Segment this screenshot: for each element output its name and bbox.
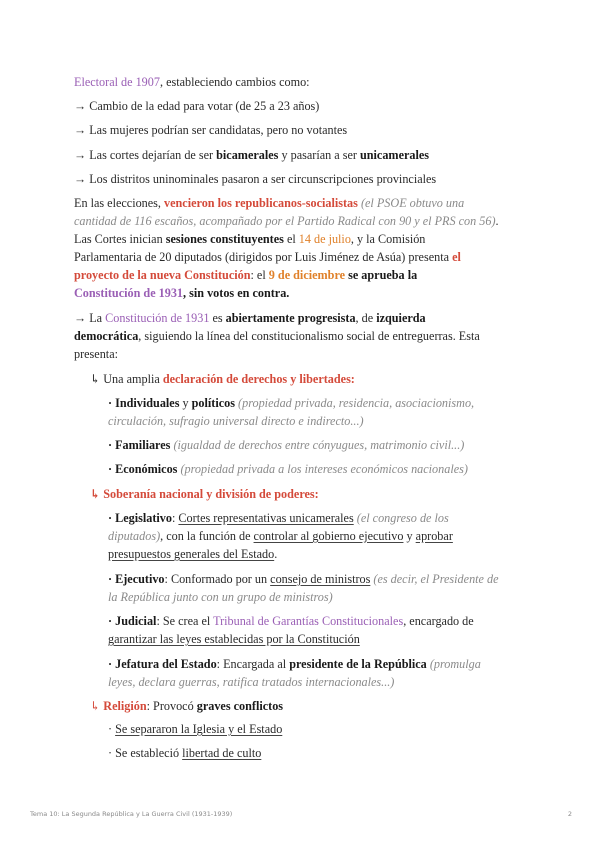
- bold-text: democrática: [74, 329, 139, 343]
- note-text: leyes, declara guerras, ratifica tratados internacionales...): [108, 675, 395, 689]
- change-item: → Los distritos uninominales pasaron a ser circunscripciones provinciales: [74, 172, 437, 186]
- underlined-text: controlar al gobierno ejecutivo: [253, 529, 404, 543]
- bold-text: graves conflictos: [196, 699, 284, 713]
- religion-item-2: [108, 745, 261, 761]
- text: · Se estableció: [108, 746, 183, 760]
- underlined-text: Se separaron la Iglesia y el Estado: [115, 722, 283, 736]
- text: : Provocó: [146, 699, 197, 713]
- head-of-state-line-2: [108, 674, 394, 690]
- text: → La: [74, 311, 106, 325]
- date-text: 9 de diciembre: [268, 268, 346, 282]
- rights-economic: [108, 461, 468, 477]
- elections-line-5: [74, 267, 417, 283]
- page-footer: [30, 810, 572, 818]
- text: , y la Comisión: [350, 232, 426, 246]
- text: : Encargada al: [216, 657, 290, 671]
- change-item: → Cambio de la edad para votar (de 25 a 23 años): [74, 99, 320, 113]
- text: : el: [250, 268, 269, 282]
- text: .: [495, 214, 499, 228]
- constitution-link[interactable]: Constitución de 1931: [105, 311, 210, 325]
- religion-item-1: [108, 721, 282, 737]
- highlight-text: el: [452, 250, 461, 264]
- bold-text: sesiones constituyentes: [165, 232, 284, 246]
- text: En las elecciones,: [74, 196, 165, 210]
- legislative-line-2: [108, 528, 453, 544]
- note-text: circulación, sufragio universal directo e indirecto...): [108, 414, 364, 428]
- page-number: 2: [567, 810, 572, 818]
- text: :: [171, 511, 179, 525]
- legislative-line-1: [108, 510, 449, 526]
- bold-text: , sin votos en contra.: [183, 286, 290, 300]
- elections-line-6: [74, 285, 289, 301]
- text: ↳ Una amplia: [90, 372, 163, 386]
- religion-heading: [90, 698, 283, 714]
- text: Las Cortes inician: [74, 232, 166, 246]
- rights-heading: [90, 371, 355, 387]
- text: ·: [108, 722, 116, 736]
- bold-text: · Judicial: [108, 614, 157, 628]
- change-item: [74, 147, 429, 163]
- intro-line: [74, 74, 310, 90]
- highlight-text: proyecto de la nueva Constitución: [74, 268, 251, 282]
- text: y: [179, 396, 192, 410]
- highlight-text: vencieron los republicanos-socialistas: [164, 196, 358, 210]
- bold-text: · Familiares: [108, 438, 171, 452]
- sovereignty-heading: [90, 486, 319, 502]
- executive-line-1: [108, 571, 499, 587]
- section-title: ↳ Soberanía nacional y división de poderes:: [90, 487, 319, 501]
- text: Parlamentaria de 20 diputados (dirigidos por Luis Jiménez de Asúa) presenta: [74, 250, 453, 264]
- executive-line-2: [108, 589, 333, 605]
- bold-text: · Legislativo: [108, 511, 172, 525]
- judicial-line-2: [108, 631, 360, 647]
- change-item: → Las mujeres podrían ser candidatas, pero no votantes: [74, 123, 348, 137]
- text: : Conformado por un: [164, 572, 271, 586]
- bold-text: bicamerales: [216, 148, 279, 162]
- elections-line-4: [74, 249, 461, 265]
- text: ↳: [90, 699, 104, 713]
- bold-text: · Ejecutivo: [108, 572, 165, 586]
- text: .: [274, 547, 278, 561]
- note-text: (propiedad privada a los intereses económicos nacionales): [177, 462, 468, 476]
- underlined-text: Cortes representativas unicamerales: [178, 511, 354, 525]
- bold-text: presidente de la República: [289, 657, 427, 671]
- section-title: declaración de derechos y libertades:: [162, 372, 355, 386]
- note-text: cantidad de 116 escaños, acompañado por el Partido Radical con 90 y el PRS con 56): [74, 214, 496, 228]
- note-text: (es decir, el Presidente de: [370, 572, 499, 586]
- note-text: (el PSOE obtuvo una: [357, 196, 465, 210]
- bold-text: unicamerales: [359, 148, 430, 162]
- bold-text: abiertamente progresista: [225, 311, 356, 325]
- constitution-line-1: [74, 310, 426, 326]
- footer-title: Tema 10: La Segunda República y La Guerra Civil (1931-1939): [30, 810, 233, 818]
- elections-line-3: [74, 231, 425, 247]
- elections-line-1: [74, 195, 464, 211]
- note-text: (promulga: [426, 657, 481, 671]
- note-text: (propiedad privada, residencia, asociacionismo,: [235, 396, 475, 410]
- underlined-text: libertad de culto: [182, 746, 262, 760]
- date-text: 14 de julio: [298, 232, 351, 246]
- rights-individual: [108, 395, 474, 411]
- judicial-line-1: [108, 613, 474, 629]
- bold-text: · Económicos: [108, 462, 178, 476]
- tribunal-text: Tribunal de Garantías Constitucionales: [213, 614, 404, 628]
- rights-family: [108, 437, 464, 453]
- intro-text: , estableciendo cambios como:: [159, 75, 310, 89]
- text: es: [209, 311, 226, 325]
- bold-text: izquierda: [376, 311, 426, 325]
- constitution-line-3: presenta:: [74, 347, 118, 361]
- note-text: (el congreso de los: [353, 511, 449, 525]
- text: , de: [355, 311, 377, 325]
- bold-text: se aprueba la: [345, 268, 418, 282]
- text: → Las cortes dejarían de ser: [74, 148, 217, 162]
- underlined-text: presupuestos generales del Estado: [108, 547, 275, 561]
- underlined-text: garantizar las leyes establecidas por la Constitución: [108, 632, 360, 646]
- constitution-line-2: [74, 328, 480, 344]
- legislative-line-3: [108, 546, 277, 562]
- text: : Se crea el: [156, 614, 214, 628]
- text: , encargado de: [403, 614, 474, 628]
- elections-line-2: [74, 213, 499, 229]
- bold-text: · Jefatura del Estado: [108, 657, 217, 671]
- text: y: [403, 529, 416, 543]
- bold-text: · Individuales: [108, 396, 180, 410]
- text: , con la función de: [160, 529, 254, 543]
- text: , siguiendo la línea del constitucionalismo social de entreguerras. Esta: [138, 329, 480, 343]
- note-text: (igualdad de derechos entre cónyugues, matrimonio civil...): [170, 438, 465, 452]
- underlined-text: aprobar: [415, 529, 453, 543]
- text: el: [283, 232, 299, 246]
- head-of-state-line-1: [108, 656, 481, 672]
- note-text: diputados): [108, 529, 161, 543]
- rights-individual-cont: [108, 413, 364, 429]
- constitution-text: Constitución de 1931: [74, 286, 184, 300]
- bold-text: políticos: [191, 396, 235, 410]
- underlined-text: consejo de ministros: [270, 572, 371, 586]
- section-title: Religión: [103, 699, 147, 713]
- note-text: la República junto con un grupo de ministros): [108, 590, 333, 604]
- text: y pasarían a ser: [278, 148, 360, 162]
- electoral-link[interactable]: Electoral de 1907: [74, 75, 160, 89]
